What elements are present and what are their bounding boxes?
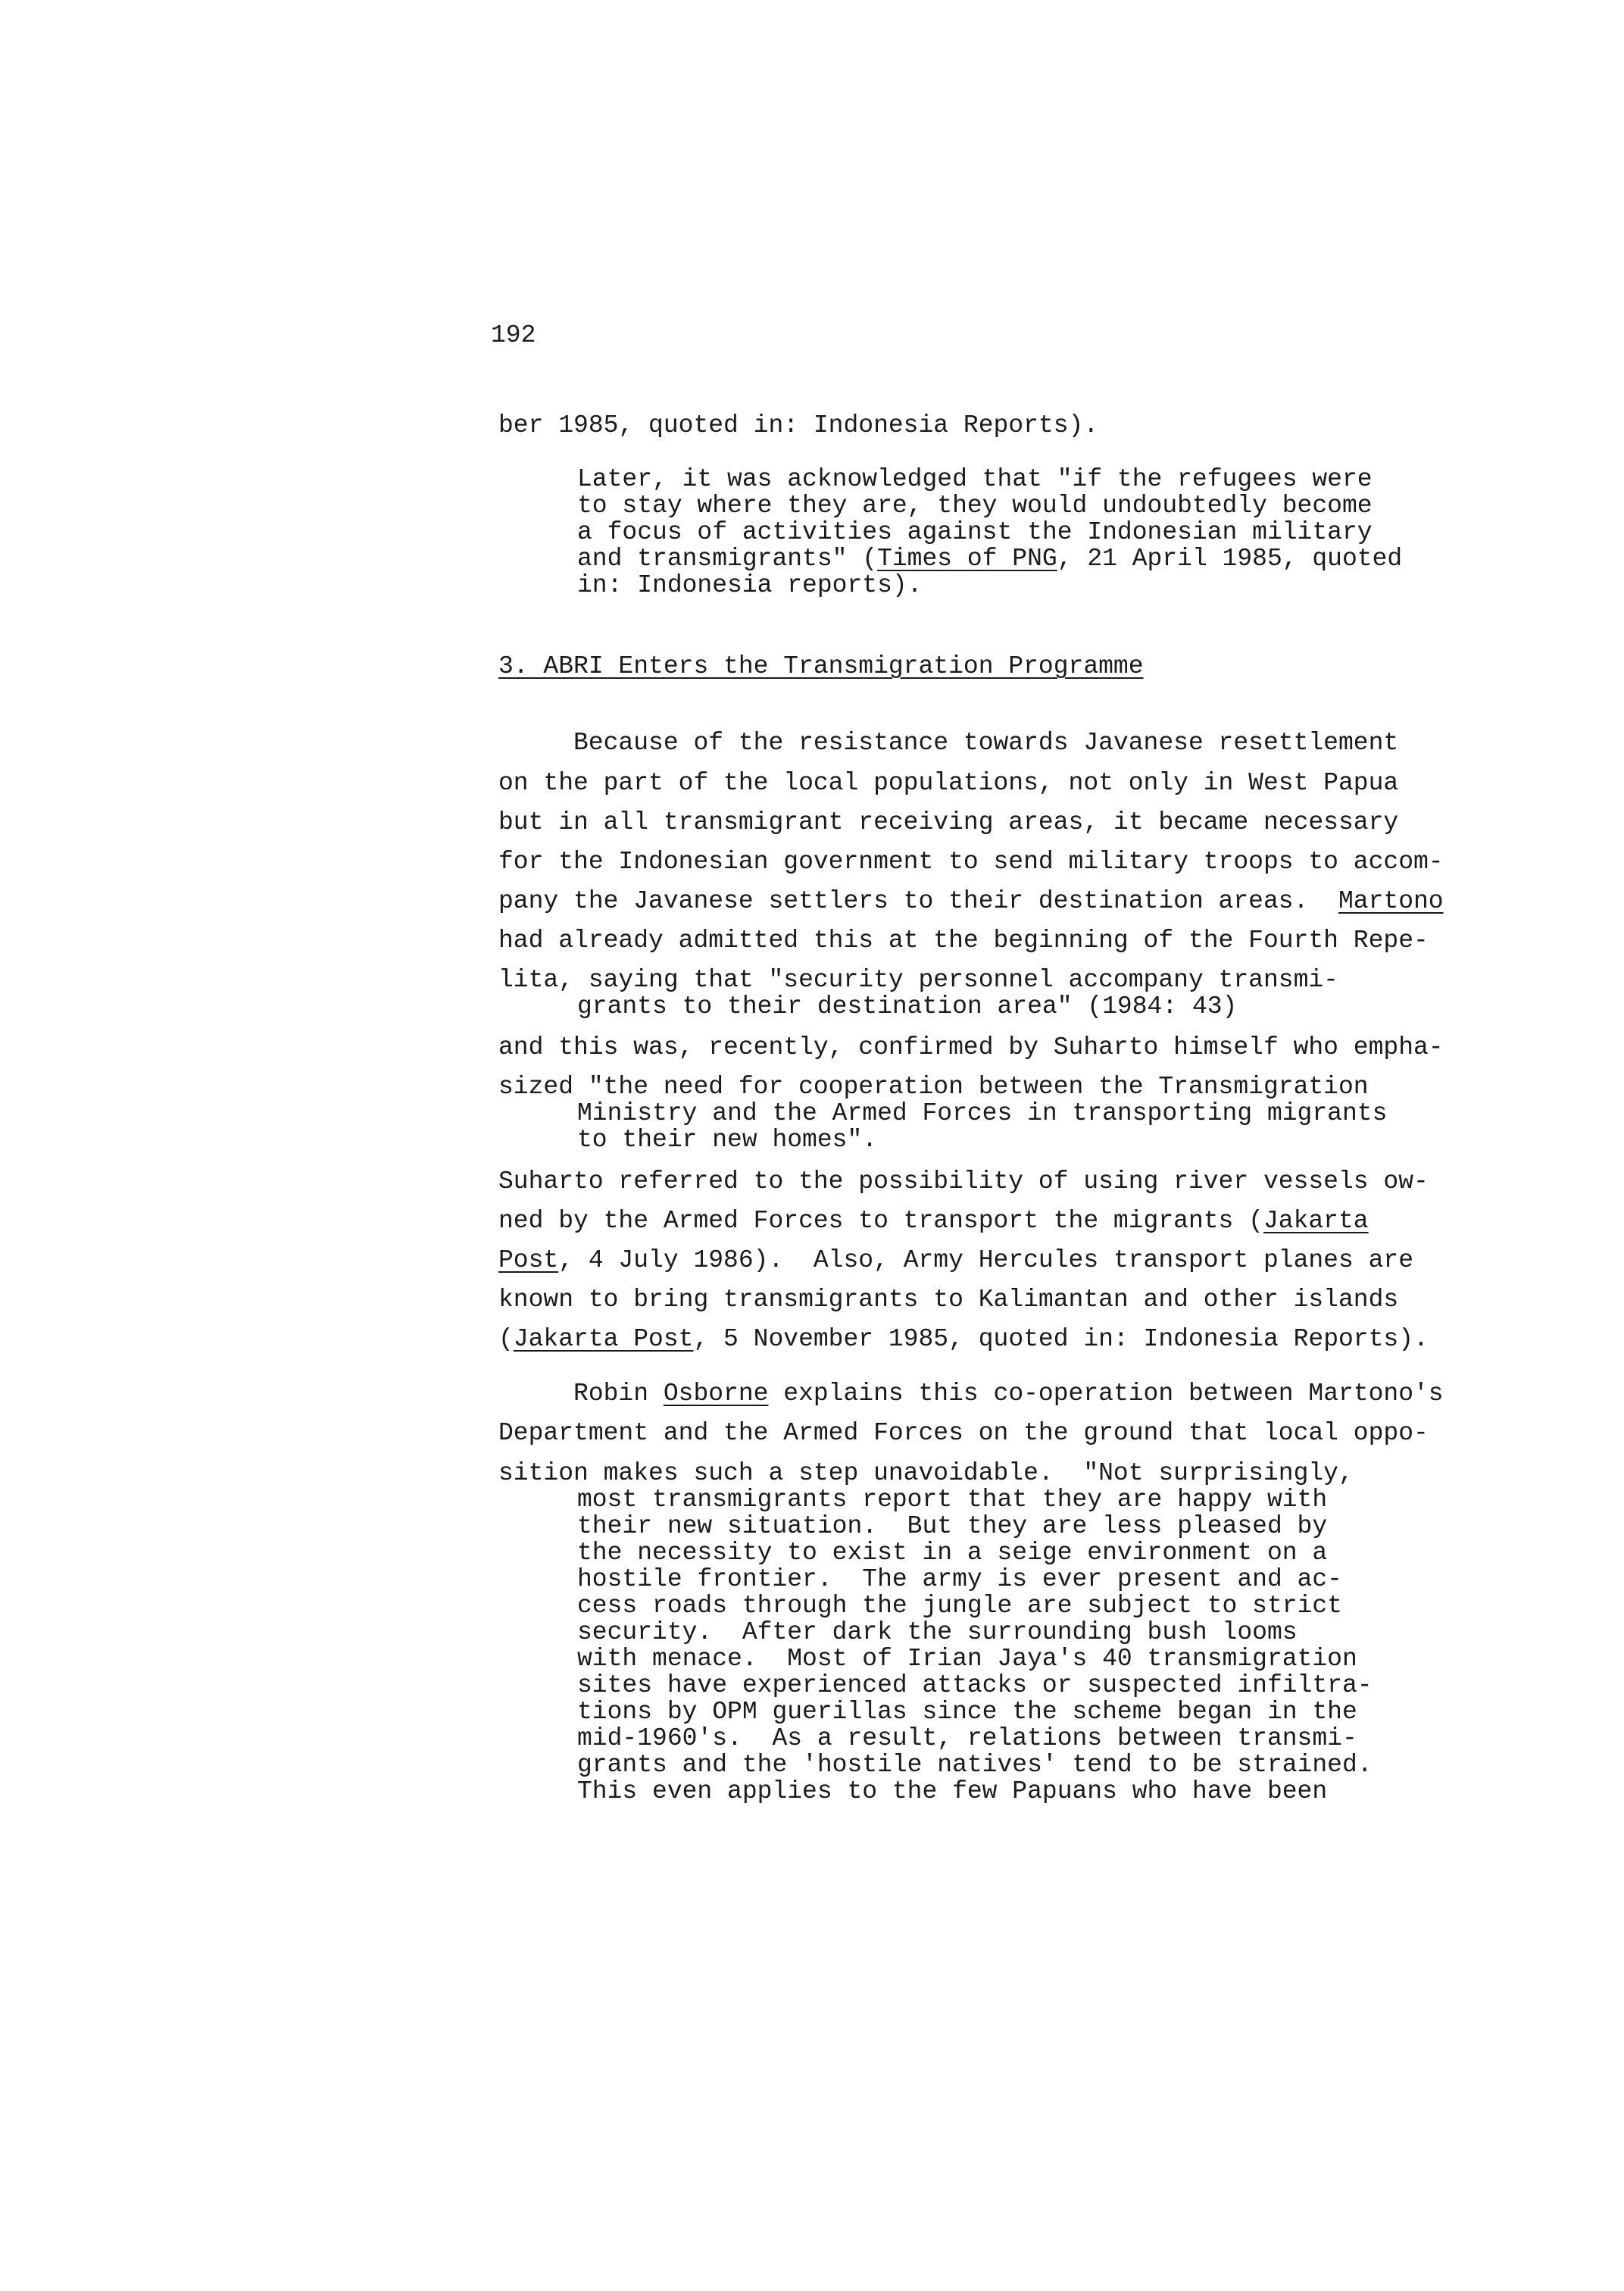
text-line: on the part of the local populations, not only in West Papua [498,769,1399,797]
citation-post: Post [498,1246,559,1274]
quote-line: This even applies to the few Papuans who have been [577,1777,1328,1805]
quote-line: Later, it was acknowledged that "if the refugees were [577,465,1373,493]
text-line: but in all transmigrant receiving areas, it became necessary [498,808,1399,836]
text-line: sition makes such a step unavoidable. "Not surprisingly, [498,1459,1354,1487]
text-line: Post, 4 July 1986). Also, Army Hercules transport planes are [498,1246,1414,1274]
name-osborne: Osborne [663,1380,769,1408]
text-line: lita, saying that "security personnel accompany transmi- [498,966,1338,994]
text-line: for the Indonesian government to send military troops to accom- [498,848,1444,876]
quote-line: to their new homes". [577,1126,878,1154]
text-line: (Jakarta Post, 5 November 1985, quoted in: Indonesia Reports). [498,1325,1429,1353]
text-line: and this was, recently, confirmed by Suharto himself who empha- [498,1033,1444,1061]
quote-line: the necessity to exist in a seige environment on a [577,1539,1328,1567]
text-line: Robin Osborne explains this co-operation between Martono's [498,1380,1444,1408]
quote-line: their new situation. But they are less pleased by [577,1512,1328,1540]
quote-line: in: Indonesia reports). [577,571,923,599]
quote-line: most transmigrants report that they are happy with [577,1486,1328,1514]
section-heading: 3. ABRI Enters the Transmigration Programme [498,652,1144,680]
quote-line: with menace. Most of Irian Jaya's 40 transmigration [577,1645,1357,1673]
quote-line: grants to their destination area" (1984: 43) [577,992,1238,1020]
quote-line: and transmigrants" (Times of PNG, 21 April 1985, quoted [577,545,1403,573]
quote-line: sites have experienced attacks or suspected infiltra- [577,1671,1373,1699]
quote-line: tions by OPM guerillas since the scheme began in the [577,1698,1357,1726]
citation-jakarta: Jakarta [1263,1207,1369,1235]
text-line: Because of the resistance towards Javanese resettlement [498,729,1399,757]
text-line: Department and the Armed Forces on the ground that local oppo- [498,1419,1429,1447]
text-line: ned by the Armed Forces to transport the migrants (Jakarta [498,1207,1369,1235]
quote-line: grants and the 'hostile natives' tend to be strained. [577,1751,1373,1779]
text-line: pany the Javanese settlers to their destination areas. Martono [498,887,1444,915]
name-martono: Martono [1338,887,1444,915]
quote-line: cess roads through the jungle are subject to strict [577,1592,1342,1620]
quote-line: a focus of activities against the Indonesian military [577,518,1373,546]
quote-line: to stay where they are, they would undoubtedly become [577,492,1373,520]
quote-line: mid-1960's. As a result, relations between transmi- [577,1724,1357,1752]
citation-times-of-png: Times of PNG [877,545,1057,573]
text-line: had already admitted this at the beginning of the Fourth Repe- [498,927,1429,955]
text-line: Suharto referred to the possibility of using river vessels ow- [498,1167,1429,1196]
quote-line: security. After dark the surrounding bush looms [577,1618,1298,1646]
citation-jakarta-post: Jakarta Post [513,1325,694,1353]
text-line: known to bring transmigrants to Kalimantan and other islands [498,1286,1399,1314]
page-number: 192 [491,321,536,349]
text-line: sized "the need for cooperation between the Transmigration [498,1073,1369,1101]
quote-line: hostile frontier. The army is ever present and ac- [577,1565,1342,1593]
text-line: ber 1985, quoted in: Indonesia Reports). [498,411,1099,439]
quote-line: Ministry and the Armed Forces in transporting migrants [577,1099,1388,1127]
